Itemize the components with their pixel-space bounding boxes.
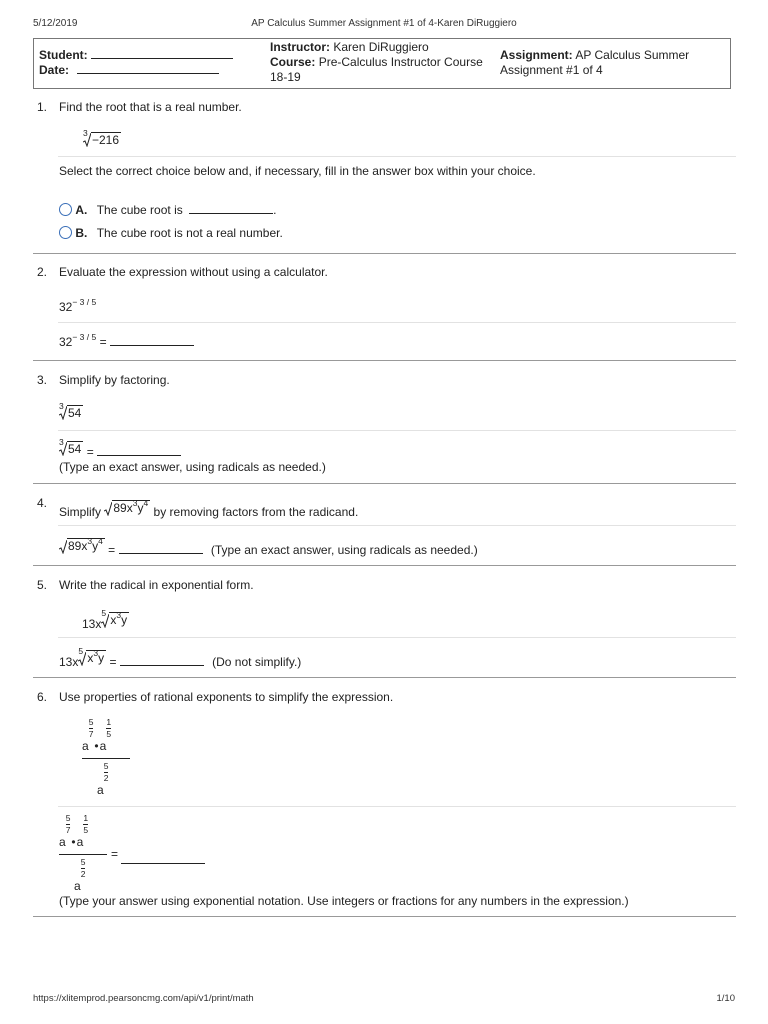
assignment-info-box bbox=[33, 38, 731, 89]
equals-sign: = bbox=[99, 335, 107, 349]
divider bbox=[58, 637, 736, 638]
question-number: 4. bbox=[37, 496, 48, 510]
question-number: 1. bbox=[37, 100, 48, 114]
course-value-line-2: 18-19 bbox=[270, 70, 301, 84]
exponent-fraction bbox=[89, 718, 94, 739]
radical-index: 3 bbox=[59, 401, 64, 411]
question-separator bbox=[33, 360, 736, 361]
fraction-bar bbox=[59, 854, 107, 855]
answer-row bbox=[59, 437, 181, 459]
radical-index: 3 bbox=[83, 128, 88, 138]
radicand-part: y bbox=[98, 651, 105, 665]
instructor-info bbox=[270, 40, 502, 85]
choice-b[interactable] bbox=[59, 226, 283, 240]
divider bbox=[58, 156, 736, 157]
radicand-part: y bbox=[121, 613, 128, 627]
question-separator bbox=[33, 253, 736, 254]
fraction-bar bbox=[82, 758, 130, 759]
exponent-fraction bbox=[106, 718, 111, 739]
prompt-pre: Simplify bbox=[59, 505, 102, 519]
exp-num: 5 bbox=[65, 813, 71, 823]
denominator bbox=[74, 857, 86, 893]
multiply-dot: • bbox=[94, 739, 99, 753]
radical-index: 3 bbox=[59, 437, 64, 447]
question-prompt: Find the root that is a real number. bbox=[59, 100, 242, 114]
radical-index: 5 bbox=[78, 646, 84, 656]
radicand-part: y bbox=[137, 501, 144, 515]
exp-den: 5 bbox=[106, 729, 112, 739]
choice-a-answer-box[interactable] bbox=[189, 202, 273, 214]
numerator bbox=[82, 717, 112, 753]
answer-box[interactable] bbox=[120, 654, 204, 666]
radical-sign-icon bbox=[59, 540, 67, 554]
radicand-part: 89x bbox=[113, 501, 133, 515]
exponent: 3 bbox=[87, 536, 93, 546]
question-separator bbox=[33, 677, 736, 678]
question-number: 3. bbox=[37, 373, 48, 387]
base: a bbox=[82, 739, 89, 753]
divider bbox=[58, 806, 736, 807]
coefficient: 13x bbox=[82, 617, 102, 631]
choice-b-text: The cube root is not a real number. bbox=[96, 226, 283, 240]
base: a bbox=[74, 879, 81, 893]
exponent: − 3 / 5 bbox=[72, 297, 97, 307]
answer-row bbox=[59, 814, 219, 894]
radicand-part: x bbox=[110, 613, 117, 627]
divider bbox=[58, 525, 736, 526]
exp-num: 5 bbox=[103, 761, 109, 771]
print-date: 5/12/2019 bbox=[33, 18, 78, 29]
choice-b-letter: B. bbox=[75, 226, 88, 240]
exp-den: 2 bbox=[80, 869, 86, 879]
answer-box[interactable] bbox=[110, 334, 194, 346]
radical-sign-icon bbox=[104, 502, 112, 516]
print-header bbox=[33, 18, 735, 32]
power-expression bbox=[59, 297, 97, 314]
equals-sign: = bbox=[86, 445, 94, 459]
exp-num: 5 bbox=[88, 717, 94, 727]
hint-text: (Type an exact answer, using radicals as needed.) bbox=[59, 460, 326, 474]
base: a bbox=[99, 739, 107, 753]
student-name-blank bbox=[91, 48, 233, 59]
exp-num: 1 bbox=[83, 813, 89, 823]
base: 32 bbox=[59, 300, 73, 314]
course-value: Pre-Calculus Instructor Course bbox=[318, 55, 483, 69]
instructor-value: Karen DiRuggiero bbox=[333, 40, 429, 54]
choice-a-text: The cube root is bbox=[96, 203, 183, 217]
exponent: 3 bbox=[93, 648, 99, 658]
print-title: AP Calculus Summer Assignment #1 of 4-Karen DiRuggiero bbox=[251, 18, 517, 29]
prompt-post: by removing factors from the radicand. bbox=[153, 505, 359, 519]
cube-root-expression bbox=[83, 128, 121, 150]
base: a bbox=[59, 835, 66, 849]
question-number: 6. bbox=[37, 690, 48, 704]
assignment-value: AP Calculus Summer bbox=[575, 48, 690, 62]
exponent: 3 bbox=[132, 498, 138, 508]
question-separator bbox=[33, 565, 736, 566]
instruction-text: Select the correct choice below and, if necessary, fill in the answer box within your choice. bbox=[59, 164, 536, 178]
exp-den: 7 bbox=[65, 825, 71, 835]
choice-a-period: . bbox=[273, 203, 277, 217]
student-label: Student: bbox=[39, 48, 88, 62]
question-separator bbox=[33, 483, 736, 484]
equals-sign: = bbox=[108, 543, 116, 557]
question-prompt: Simplify by factoring. bbox=[59, 373, 170, 387]
equals-sign: = bbox=[109, 655, 117, 669]
choice-b-radio[interactable] bbox=[59, 226, 72, 239]
rational-exponent-fraction bbox=[82, 718, 132, 798]
hint-text: (Type your answer using exponential notation. Use integers or fractions for any numbers in the expression.) bbox=[59, 894, 629, 908]
assignment-info bbox=[500, 48, 728, 78]
exponent-fraction bbox=[83, 814, 88, 835]
base: 32 bbox=[59, 335, 73, 349]
radicand-part: 89x bbox=[68, 539, 88, 553]
assignment-value-line-2: Assignment #1 of 4 bbox=[500, 63, 603, 77]
question-separator bbox=[33, 916, 736, 917]
question-prompt: Use properties of rational exponents to simplify the expression. bbox=[59, 690, 394, 704]
radicand: −216 bbox=[92, 133, 120, 147]
exponent-fraction bbox=[81, 858, 86, 879]
numerator bbox=[59, 813, 89, 849]
radical-index: 5 bbox=[101, 608, 107, 618]
exponent: − 3 / 5 bbox=[72, 332, 97, 342]
exponent-fraction bbox=[66, 814, 71, 835]
question-prompt: Write the radical in exponential form. bbox=[59, 578, 254, 592]
hint-text: (Type an exact answer, using radicals as needed.) bbox=[210, 543, 478, 557]
date-label: Date: bbox=[39, 63, 70, 77]
exp-num: 5 bbox=[80, 857, 86, 867]
question-number: 5. bbox=[37, 578, 48, 592]
student-info bbox=[39, 48, 259, 78]
base: a bbox=[76, 835, 84, 849]
footer-url: https://xlitemprod.pearsoncmg.com/api/v1/print/math bbox=[33, 993, 254, 1004]
exp-den: 7 bbox=[88, 729, 94, 739]
radicand-part: x bbox=[87, 651, 94, 665]
exp-den: 5 bbox=[83, 825, 89, 835]
question-4-prompt bbox=[59, 500, 358, 519]
radical-expression bbox=[59, 401, 83, 423]
answer-box[interactable] bbox=[121, 852, 205, 864]
equals-sign: = bbox=[111, 847, 119, 861]
answer-row bbox=[59, 646, 302, 669]
base: a bbox=[97, 783, 104, 797]
question-number: 2. bbox=[37, 265, 48, 279]
page-number: 1/10 bbox=[716, 993, 735, 1004]
radical-expression bbox=[82, 608, 129, 631]
answer-row bbox=[59, 334, 194, 349]
radicand-part: y bbox=[92, 539, 99, 553]
assignment-label: Assignment: bbox=[500, 48, 573, 62]
radicand: 54 bbox=[68, 442, 82, 456]
exponent-fraction bbox=[104, 762, 109, 783]
exp-den: 2 bbox=[103, 773, 109, 783]
exp-num: 1 bbox=[106, 717, 112, 727]
instructor-label: Instructor: bbox=[270, 40, 330, 54]
coefficient: 13x bbox=[59, 655, 79, 669]
hint-text: (Do not simplify.) bbox=[212, 655, 302, 669]
answer-box[interactable] bbox=[119, 542, 203, 554]
divider bbox=[58, 322, 736, 323]
denominator bbox=[97, 761, 109, 797]
choice-a-radio[interactable] bbox=[59, 203, 72, 216]
divider bbox=[58, 430, 736, 431]
choice-a[interactable] bbox=[59, 202, 276, 217]
exponent: 3 bbox=[116, 610, 122, 620]
radicand: 54 bbox=[68, 406, 82, 420]
answer-box[interactable] bbox=[97, 444, 181, 456]
exponent: 4 bbox=[98, 536, 103, 546]
course-label: Course: bbox=[270, 55, 316, 69]
multiply-dot: • bbox=[71, 835, 76, 849]
choice-a-letter: A. bbox=[75, 203, 88, 217]
exponent: 4 bbox=[143, 498, 149, 508]
answer-row bbox=[59, 538, 478, 557]
question-prompt: Evaluate the expression without using a calculator. bbox=[59, 265, 328, 279]
date-blank bbox=[77, 63, 219, 74]
